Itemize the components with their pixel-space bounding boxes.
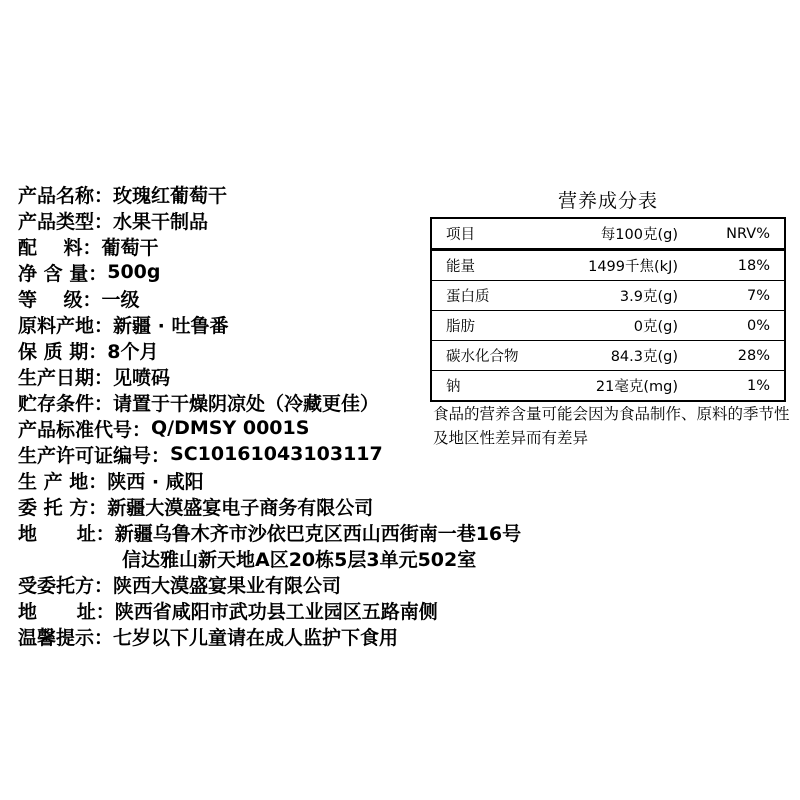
info-key: 委 托 方： — [18, 496, 108, 519]
header-per-100g: 每100克(g) — [600, 227, 678, 243]
info-key: 受委托方： — [18, 574, 114, 597]
info-key: 地 址： — [18, 522, 115, 545]
info-row-continued — [18, 545, 521, 571]
info-value: 一级 — [101, 288, 140, 311]
info-key: 产品标准代号： — [18, 418, 152, 441]
info-value: 新疆乌鲁木齐市沙依巴克区西山西街南一巷16号 — [114, 522, 522, 545]
info-key: 生产日期： — [18, 366, 114, 389]
header-item: 项目 — [446, 227, 475, 243]
info-row — [18, 467, 521, 493]
nutrient-amount: 1499千焦(kJ) — [588, 259, 678, 275]
nutrient-amount: 21毫克(mg) — [595, 379, 678, 395]
nutrition-table — [430, 217, 786, 402]
info-key: 净 含 量： — [18, 262, 108, 285]
nutrition-header-row — [431, 218, 785, 250]
header-nrv: NRV% — [726, 225, 770, 242]
info-value: 陕西 · 咸阳 — [107, 470, 204, 493]
info-key: 产品名称： — [18, 184, 114, 207]
nutrient-name: 蛋白质 — [446, 289, 490, 305]
info-value: 500g — [107, 261, 161, 283]
info-key: 生 产 地： — [18, 470, 108, 493]
info-key: 贮存条件： — [18, 392, 114, 415]
nutrient-nrv: 0% — [746, 317, 770, 334]
nutrient-amount: 0克(g) — [633, 319, 678, 335]
nutrient-nrv: 7% — [746, 287, 770, 304]
nutrient-nrv: 28% — [737, 347, 770, 364]
info-key: 生产许可证编号： — [18, 444, 171, 467]
info-row — [18, 623, 521, 649]
info-value: 新疆大漠盛宴电子商务有限公司 — [107, 496, 374, 519]
nutrient-nrv: 1% — [746, 377, 770, 394]
info-value: SC10161043103117 — [170, 443, 383, 465]
info-value: 新疆 · 吐鲁番 — [113, 314, 229, 337]
info-value: 见喷码 — [113, 366, 171, 389]
nutrition-title: 营养成分表 — [557, 190, 658, 212]
info-key: 温馨提示： — [18, 626, 114, 649]
info-value: 信达雅山新天地A区20栋5层3单元502室 — [122, 548, 477, 571]
nutrient-name: 脂肪 — [446, 319, 475, 335]
table-row — [431, 341, 785, 371]
info-key: 原料产地： — [18, 314, 114, 337]
info-value: 七岁以下儿童请在成人监护下食用 — [113, 626, 399, 649]
nutrient-name: 碳水化合物 — [446, 349, 519, 365]
nutrient-name: 钠 — [446, 379, 461, 395]
info-value: Q/DMSY 0001S — [151, 417, 310, 439]
table-row — [431, 250, 785, 281]
info-row — [18, 597, 521, 623]
nutrient-nrv: 18% — [737, 257, 770, 274]
table-row — [431, 281, 785, 311]
info-key: 配 料： — [18, 236, 102, 259]
info-key: 等 级： — [18, 288, 102, 311]
table-row — [431, 371, 785, 402]
info-key: 保 质 期： — [18, 340, 108, 363]
nutrition-note: 食品的营养含量可能会因为食品制作、原料的季节性及地区性差异而有差异 — [433, 405, 790, 447]
info-value: 水果干制品 — [113, 210, 209, 233]
info-value: 8个月 — [107, 340, 159, 363]
info-value: 玫瑰红葡萄干 — [113, 184, 228, 207]
nutrient-amount: 84.3克(g) — [610, 349, 678, 365]
info-value: 请置于干燥阴凉处（冷藏更佳） — [113, 392, 380, 415]
info-value: 陕西省咸阳市武功县工业园区五路南侧 — [114, 600, 438, 623]
info-value: 陕西大漠盛宴果业有限公司 — [113, 574, 342, 597]
table-row — [431, 311, 785, 341]
info-value: 葡萄干 — [101, 236, 159, 259]
nutrient-name: 能量 — [446, 259, 475, 275]
info-row — [18, 519, 521, 545]
info-key: 地 址： — [18, 600, 115, 623]
info-key: 产品类型： — [18, 210, 114, 233]
info-row — [18, 571, 521, 597]
nutrient-amount: 3.9克(g) — [619, 289, 678, 305]
info-row — [18, 493, 521, 519]
